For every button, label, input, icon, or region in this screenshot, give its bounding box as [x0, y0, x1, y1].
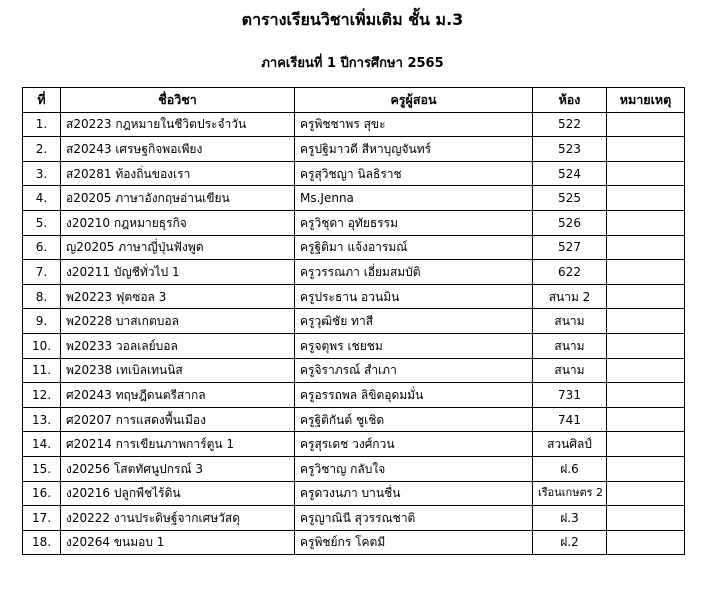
room-cell: สนาม 2 — [533, 284, 607, 309]
table-body — [23, 112, 685, 555]
room-cell: สนาม — [533, 333, 607, 358]
room-cell: ฝ.2 — [533, 530, 607, 555]
teacher-cell: ครูสุวิชญา นิลธิราช — [295, 161, 533, 186]
teacher-cell: ครูอรรถพล ลิขิตอุดมมั่น — [295, 383, 533, 408]
table-row — [23, 309, 685, 334]
table-row — [23, 432, 685, 457]
subject-cell: พ20233 วอลเลย์บอล — [61, 333, 295, 358]
header-no: ที่ — [23, 88, 61, 113]
page-title: ตารางเรียนวิชาเพิ่มเติม ชั้น ม.3 — [241, 10, 464, 29]
subject-cell: ง20264 ขนมอบ 1 — [61, 530, 295, 555]
room-cell: 731 — [533, 383, 607, 408]
teacher-cell: ครูวิชุดา อุทัยธรรม — [295, 210, 533, 235]
row-number: 12. — [23, 383, 61, 408]
room-cell: สนาม — [533, 309, 607, 334]
note-cell — [607, 333, 685, 358]
subject-cell: ง20210 กฎหมายธุรกิจ — [61, 210, 295, 235]
header-subject: ชื่อวิชา — [61, 88, 295, 113]
table-row — [23, 358, 685, 383]
table-row — [23, 481, 685, 506]
row-number: 3. — [23, 161, 61, 186]
row-number: 14. — [23, 432, 61, 457]
subject-cell: พ20223 ฟุตซอล 3 — [61, 284, 295, 309]
subject-cell: ง20256 โสตทัศนูปกรณ์ 3 — [61, 456, 295, 481]
teacher-cell: ครูจิราภรณ์ สำเภา — [295, 358, 533, 383]
row-number: 2. — [23, 137, 61, 162]
row-number: 5. — [23, 210, 61, 235]
teacher-cell: ครูฐิติมา แจ้งอารมณ์ — [295, 235, 533, 260]
room-cell: เรือนเกษตร 2 — [533, 481, 607, 506]
page-subtitle: ภาคเรียนที่ 1 ปีการศึกษา 2565 — [261, 56, 444, 71]
row-number: 4. — [23, 186, 61, 211]
room-cell: 741 — [533, 407, 607, 432]
note-cell — [607, 186, 685, 211]
subject-cell: ส20223 กฎหมายในชีวิตประจำวัน — [61, 112, 295, 137]
note-cell — [607, 407, 685, 432]
table-row — [23, 530, 685, 555]
table-row — [23, 407, 685, 432]
teacher-cell: ครูวรรณภา เอี่ยมสมบัติ — [295, 260, 533, 285]
row-number: 13. — [23, 407, 61, 432]
row-number: 7. — [23, 260, 61, 285]
table-row — [23, 161, 685, 186]
schedule-table — [22, 87, 685, 555]
room-cell: ฝ.3 — [533, 506, 607, 531]
subject-cell: ง20216 ปลูกพืชไร้ดิน — [61, 481, 295, 506]
subject-cell: ง20211 บัญชีทั่วไป 1 — [61, 260, 295, 285]
subject-cell: พ20228 บาสเกตบอล — [61, 309, 295, 334]
teacher-cell: ครูวิชาญ กลับใจ — [295, 456, 533, 481]
room-cell: 522 — [533, 112, 607, 137]
teacher-cell: ครูปฐิมาวดี สีหาบุญจันทร์ — [295, 137, 533, 162]
table-row — [23, 284, 685, 309]
note-cell — [607, 112, 685, 137]
table-row — [23, 210, 685, 235]
row-number: 18. — [23, 530, 61, 555]
teacher-cell: ครูประธาน อวนมิน — [295, 284, 533, 309]
note-cell — [607, 260, 685, 285]
teacher-cell: ครูญาณินี สุวรรณชาติ — [295, 506, 533, 531]
subject-cell: ญ20205 ภาษาญี่ปุ่นฟังพูด — [61, 235, 295, 260]
teacher-cell: ครูวุฒิชัย ทาสี — [295, 309, 533, 334]
row-number: 1. — [23, 112, 61, 137]
note-cell — [607, 358, 685, 383]
table-row — [23, 506, 685, 531]
note-cell — [607, 456, 685, 481]
room-cell: ฝ.6 — [533, 456, 607, 481]
subject-cell: ง20222 งานประดิษฐ์จากเศษวัสดุ — [61, 506, 295, 531]
table-row — [23, 456, 685, 481]
room-cell: สนาม — [533, 358, 607, 383]
row-number: 15. — [23, 456, 61, 481]
teacher-cell: ครูดวงนภา บานชื่น — [295, 481, 533, 506]
note-cell — [607, 383, 685, 408]
subject-cell: ส20281 ท้องถิ่นของเรา — [61, 161, 295, 186]
note-cell — [607, 210, 685, 235]
room-cell: 622 — [533, 260, 607, 285]
note-cell — [607, 530, 685, 555]
teacher-cell: Ms.Jenna — [295, 186, 533, 211]
note-cell — [607, 309, 685, 334]
header-teacher: ครูผู้สอน — [295, 88, 533, 113]
room-cell: 527 — [533, 235, 607, 260]
teacher-cell: ครูพิชย์กร โคตมี — [295, 530, 533, 555]
note-cell — [607, 506, 685, 531]
room-cell: 524 — [533, 161, 607, 186]
teacher-cell: ครูจตุพร เชยชม — [295, 333, 533, 358]
header-room: ห้อง — [533, 88, 607, 113]
teacher-cell: ครูสุรเดช วงศ์กวน — [295, 432, 533, 457]
teacher-cell: ครูฐิติกันต์ ชูเชิด — [295, 407, 533, 432]
table-row — [23, 333, 685, 358]
table-row — [23, 186, 685, 211]
room-cell: 523 — [533, 137, 607, 162]
row-number: 10. — [23, 333, 61, 358]
subject-cell: ศ20243 ทฤษฎีดนตรีสากล — [61, 383, 295, 408]
table-row — [23, 383, 685, 408]
table-row — [23, 137, 685, 162]
room-cell: 526 — [533, 210, 607, 235]
note-cell — [607, 235, 685, 260]
subject-cell: ส20243 เศรษฐกิจพอเพียง — [61, 137, 295, 162]
note-cell — [607, 161, 685, 186]
note-cell — [607, 481, 685, 506]
note-cell — [607, 137, 685, 162]
table-header-row — [23, 88, 685, 113]
room-cell: 525 — [533, 186, 607, 211]
room-cell: สวนศิลป์ — [533, 432, 607, 457]
subject-cell: พ20238 เทเบิลเทนนิส — [61, 358, 295, 383]
row-number: 9. — [23, 309, 61, 334]
table-row — [23, 235, 685, 260]
header-note: หมายเหตุ — [607, 88, 685, 113]
row-number: 11. — [23, 358, 61, 383]
row-number: 16. — [23, 481, 61, 506]
row-number: 6. — [23, 235, 61, 260]
row-number: 8. — [23, 284, 61, 309]
subject-cell: อ20205 ภาษาอังกฤษอ่านเขียน — [61, 186, 295, 211]
teacher-cell: ครูพิชชาพร สุขะ — [295, 112, 533, 137]
table-row — [23, 112, 685, 137]
note-cell — [607, 284, 685, 309]
subject-cell: ศ20214 การเขียนภาพการ์ตูน 1 — [61, 432, 295, 457]
subject-cell: ศ20207 การแสดงพื้นเมือง — [61, 407, 295, 432]
row-number: 17. — [23, 506, 61, 531]
note-cell — [607, 432, 685, 457]
table-row — [23, 260, 685, 285]
